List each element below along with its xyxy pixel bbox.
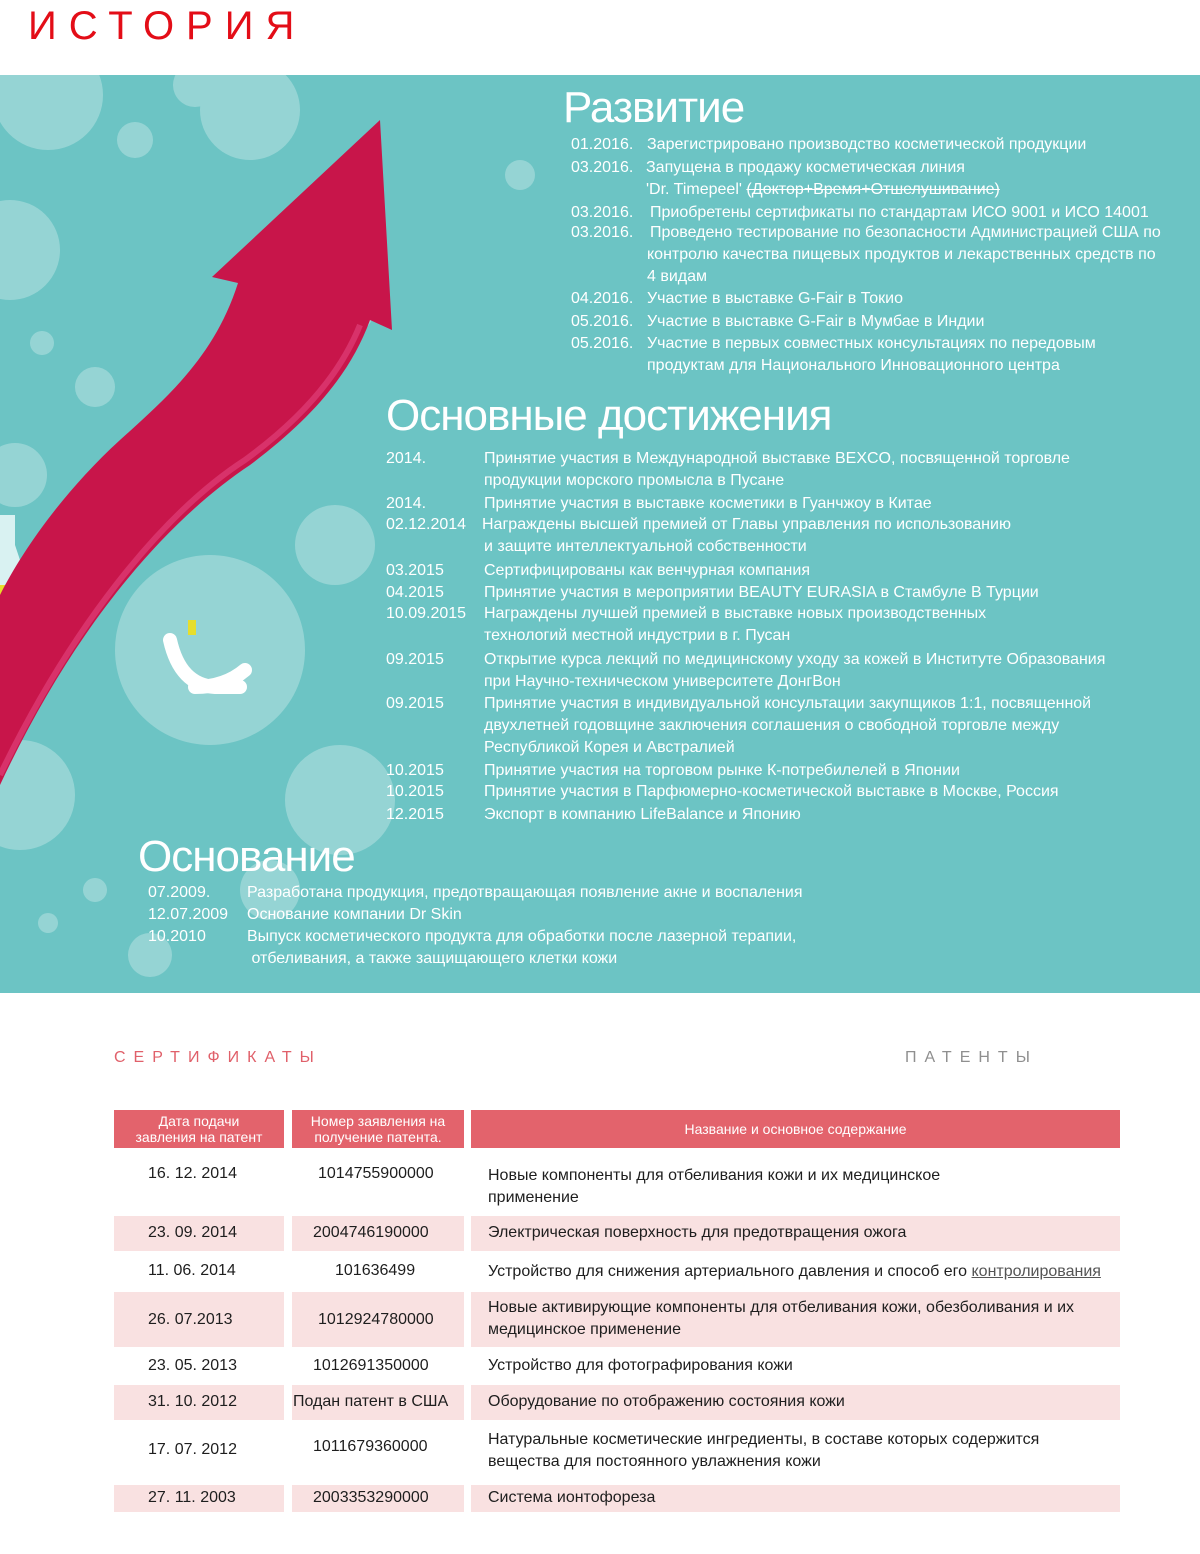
- cell-number: Подан патент в США: [293, 1393, 449, 1410]
- cell-date: 23. 09. 2014: [148, 1224, 237, 1241]
- page-title: ИСТОРИЯ: [28, 4, 307, 48]
- cell-date: 11. 06. 2014: [148, 1262, 236, 1279]
- cell-number: 1012924780000: [318, 1311, 434, 1328]
- column-header-title: Название и основное содержание: [471, 1110, 1120, 1148]
- cell-number: 2004746190000: [313, 1224, 429, 1241]
- cell-title: Система ионтофореза: [488, 1489, 656, 1506]
- cell-title: Натуральные косметические ингредиенты, в составе которых содержится вещества для постоянного увлажнения кожи: [488, 1431, 1040, 1470]
- column-header-date: Дата подачи завления на патент: [114, 1110, 284, 1148]
- achievements-heading: Основные достижения: [386, 391, 832, 440]
- history-banner: Развитие 01.2016. Зарегистрировано производство косметической продукции 03.2016. Запущена в продажу косметическая линия 'Dr. Timepeel' (Доктор+Время+Отшелушивание) 03.2016. Приобретены сертификаты по стандартам ИСО 9001 и ИСО 14001 03.2016. Проведено тестирование по безопасности Администрацией США по контролю качества пищевых продуктов и лекарственных средств по 4 видам 04.2016. Участие в выставке G-Fair в Токио 05.2016. Участие в выставке G-Fair в Мумбае в Индии 05.2016. Участие в первых совместных консультациях по передовым продуктам для Национального Инновационного центра Основные достижения 2014. Принятие участия в Международной выставке BEXCO, посвященной торговле продукции морского промысла в Пусане 2014. Принятие участия в выставке косметики в Гуанчжоу в Китае 02.12.2014 Награждены высшей премией от Главы управления по использованию и защите интеллектуальной собственности 03.2015 Сертифицированы как венчурная компания 04.2015 Принятие участия в мероприятии BEAUTY EURASIA в Стамбуле В Турции 10.09.2015 Награждены лучшей премией в выставке новых производственных технологий местной индустрии в г. Пусан 09.2015 Открытие курса лекций по медицинскому уходу за кожей в Институте Образования при Научно-техническом университете ДонгВон 09.2015 Принятие участия в индивидуальной консультации закупщиков 1:1, посвященной двухлетней годовщине заключения соглашения о свободной торговле между Республикой Корея и Австралией 10.2015 Принятие участия на торговом рынке К-потребилелей в Японии 10.2015 Принятие участия в Парфюмерно-косметической выставке в Москве, Россия 12.2015 Экспорт в компанию LifeBalance и Японию Основание 07.2009. Разработана продукция, предотвращающая появление акне и воспаления 12.07.2009 Основание компании Dr Skin 10.2010 Выпуск косметического продукта для обработки после лазерной терапии, отбеливания, а также защищающего клетки кожи: [0, 75, 1200, 993]
- cell-date: 23. 05. 2013: [148, 1357, 237, 1374]
- cell-number: 1014755900000: [318, 1165, 434, 1182]
- tab-patents[interactable]: ПАТЕНТЫ: [905, 1049, 1038, 1066]
- founding-heading: Основание: [138, 832, 355, 881]
- cell-title: Устройство для фотографирования кожи: [488, 1357, 793, 1374]
- link-controlling[interactable]: контролирования: [971, 1263, 1101, 1280]
- cell-date: 27. 11. 2003: [148, 1489, 236, 1506]
- cell-number: 1011679360000: [313, 1438, 428, 1455]
- cell-title: Устройство для снижения артериального давления и способ его контролирования: [488, 1263, 1101, 1280]
- cell-date: 17. 07. 2012: [148, 1441, 237, 1458]
- cell-title: Новые активирующие компоненты для отбеливания кожи, обезболивания и их медицинское применение: [488, 1299, 1075, 1338]
- cell-number: 1012691350000: [313, 1357, 429, 1374]
- cell-number: 2003353290000: [313, 1489, 429, 1506]
- development-heading: Развитие: [563, 83, 745, 132]
- tab-certificates[interactable]: СЕРТИФИКАТЫ: [114, 1049, 322, 1066]
- cell-number: 101636499: [335, 1262, 416, 1279]
- cell-date: 16. 12. 2014: [148, 1165, 237, 1182]
- cell-title: Оборудование по отображению состояния кожи: [488, 1393, 845, 1410]
- column-header-number: Номер заявления на получение патента.: [292, 1110, 464, 1148]
- cell-date: 31. 10. 2012: [148, 1393, 237, 1410]
- cell-date: 26. 07.2013: [148, 1311, 233, 1328]
- cell-title: Новые компоненты для отбеливания кожи и их медицинское применение: [488, 1167, 941, 1206]
- cell-title: Электрическая поверхность для предотвращения ожога: [488, 1224, 907, 1241]
